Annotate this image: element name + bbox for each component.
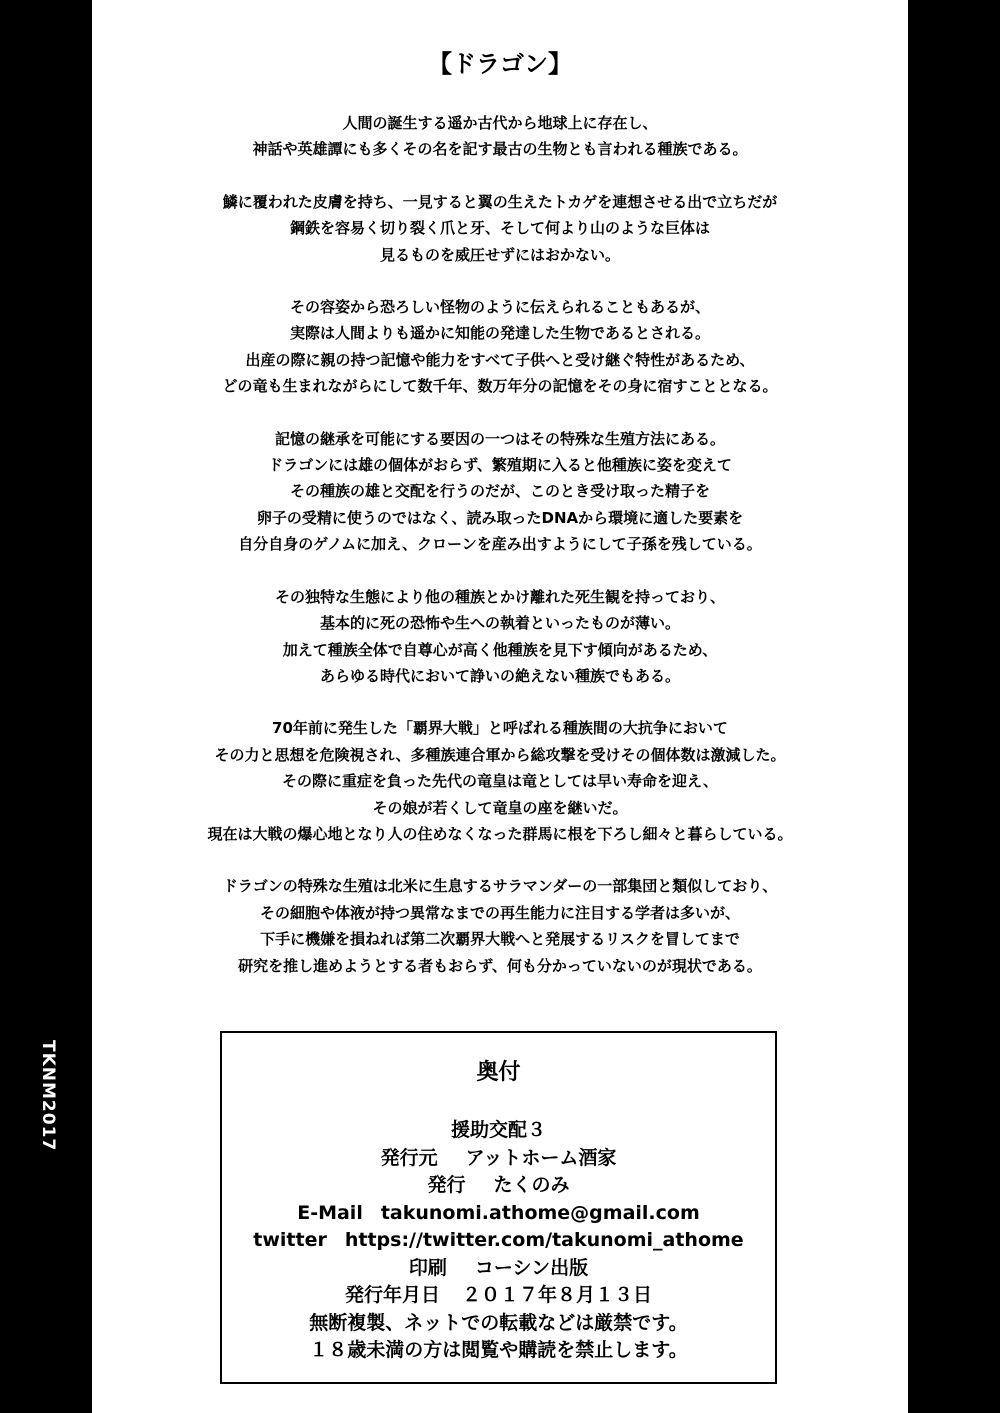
publisher-label: 発行元 (380, 1146, 438, 1169)
text-line: どの竜も生まれながらにして数千年、数万年分の記憶をその身に宿すこととなる。 (222, 377, 778, 396)
page-title: 【ドラゴン】 (428, 50, 572, 78)
paragraph (92, 110, 908, 163)
paragraph (92, 426, 908, 558)
email-value: takunomi.athome@gmail.com (380, 1201, 700, 1224)
paragraph (92, 294, 908, 400)
email-label: E-Mail (297, 1201, 363, 1224)
notice-line: １８歳未満の方は閲覧や購読を禁止します。 (309, 1339, 688, 1361)
paragraph (92, 584, 908, 690)
text-line: ドラゴンには雄の個体がおらず、繁殖期に入ると他種族に姿を変えて (268, 456, 732, 475)
text-line: その力と思想を危険視され、多種族連合軍から総攻撃を受けその個体数は激減した。 (214, 745, 786, 764)
text-line: その種族の雄と交配を行うのだが、このとき受け取った精子を (289, 482, 710, 501)
text-line: その独特な生態により他の種族とかけ離れた死生観を持っており、 (274, 587, 725, 606)
paragraph (92, 873, 908, 979)
twitter-value: https://twitter.com/takunomi_athome (344, 1229, 744, 1251)
text-line: 見るものを威圧せずにはおかない。 (379, 245, 620, 264)
text-line: 現在は大戦の爆心地となり人の住めなくなった群馬に根を下ろし細々と暮らしている。 (207, 824, 793, 843)
date-label: 発行年月日 (344, 1284, 440, 1306)
paragraph (92, 189, 908, 268)
colophon-title: 奥付 (476, 1060, 521, 1085)
body-text (92, 110, 908, 1005)
twitter-row (222, 1227, 775, 1255)
text-line: 研究を推し進めようとする者もおらず、何も分かっていないのが現状である。 (238, 956, 762, 975)
colophon-details (222, 1117, 775, 1365)
printer-row (222, 1255, 775, 1283)
issuer-value: たくのみ (493, 1174, 570, 1196)
text-line: 出産の際に親の持つ記憶や能力をすべて子供へと受け継ぐ特性があるため、 (245, 350, 755, 369)
issuer-row (222, 1172, 775, 1200)
twitter-label: twitter (253, 1229, 327, 1251)
text-line: その容姿から恐ろしい怪物のように伝えられることもあるが、 (289, 298, 710, 317)
issuer-label: 発行 (427, 1174, 466, 1196)
text-line: 自分自身のゲノムに加え、クローンを産み出すようにして子孫を残している。 (238, 535, 762, 554)
date-value: ２０１７年８月１３日 (462, 1284, 653, 1306)
text-line: ドラゴンの特殊な生殖は北米に生息するサラマンダーの一部集団と類似しており、 (222, 877, 778, 896)
text-line: 神話や英雄譚にも多くその名を記す最古の生物とも言われる種族である。 (252, 140, 748, 159)
text-line: 加えて種族全体で自尊心が高く他種族を見下す傾向があるため、 (282, 640, 718, 659)
text-line: 卵子の受精に使うのではなく、読み取ったDNAから環境に適した要素を (256, 508, 744, 527)
text-line: 鋼鉄を容易く切り裂く爪と牙、そして何より山のような巨体は (289, 219, 710, 238)
text-line: 下手に機嫌を損ねれば第二次覇界大戦へと発展するリスクを冒してまで (260, 930, 740, 949)
printer-value: コーシン出版 (474, 1256, 589, 1279)
text-line: あらゆる時代において諍いの絶えない種族でもある。 (319, 666, 680, 685)
paragraph (92, 715, 908, 847)
text-line: 記憶の継承を可能にする要因の一つはその特殊な生殖方法にある。 (274, 429, 725, 448)
publisher-value: アットホーム酒家 (465, 1146, 617, 1169)
text-line: 70年前に発生した「覇界大戦」と呼ばれる種族間の大抗争において (272, 719, 728, 738)
publisher-row (222, 1145, 775, 1173)
email-row (222, 1200, 775, 1228)
text-line: その際に重症を負った先代の竜皇は竜としては早い寿命を迎え、 (282, 772, 718, 791)
text-line: 基本的に死の恐怖や生への執着といったものが薄い。 (319, 614, 680, 633)
book-title: 援助交配３ (450, 1119, 546, 1141)
colophon-box (220, 1031, 777, 1384)
text-line: 人間の誕生する遥か古代から地球上に存在し、 (342, 114, 658, 132)
date-row (222, 1282, 775, 1310)
notice-line: 無断複製、ネットでの転載などは厳禁です。 (309, 1311, 688, 1334)
text-line: 実際は人間よりも遥かに知能の発達した生物であるとされる。 (289, 324, 710, 343)
text-line: 鱗に覆われた皮膚を持ち、一見すると翼の生えたトカゲを連想させる出で立ちだが (222, 192, 778, 211)
printer-label: 印刷 (408, 1256, 447, 1279)
text-line: その細胞や体液が持つ異常なまでの再生能力に注目する学者は多いが、 (259, 903, 740, 922)
text-line: その娘が若くして竜皇の座を継いだ。 (372, 798, 628, 817)
side-label: TKNM2017 (38, 1040, 58, 1152)
